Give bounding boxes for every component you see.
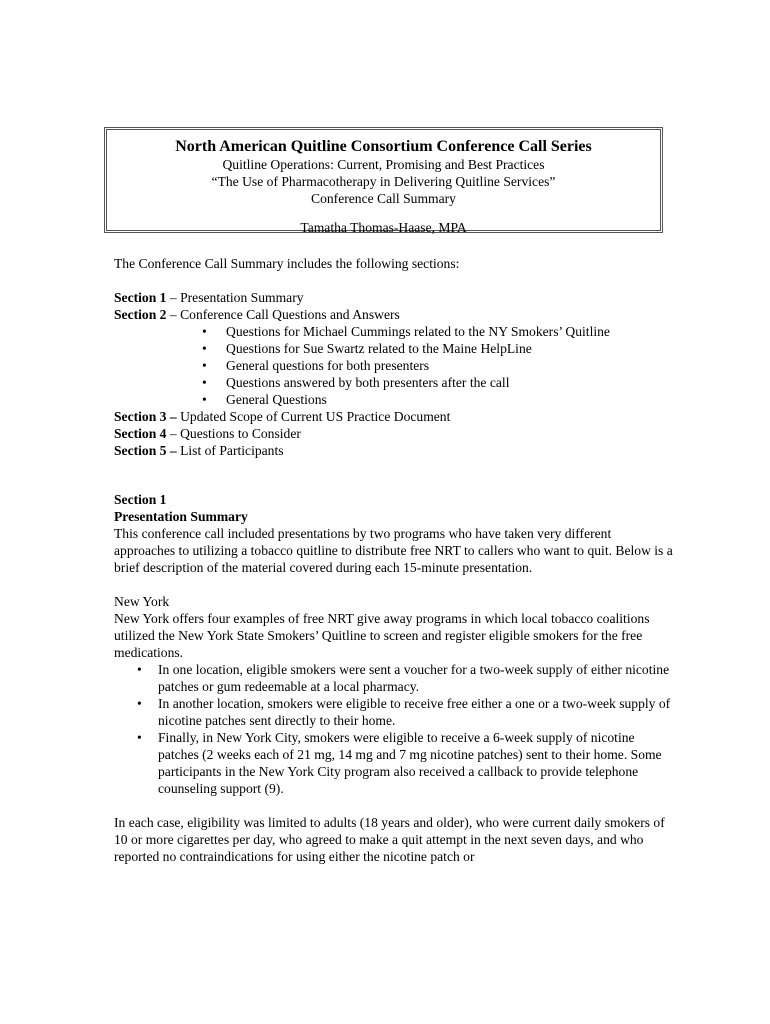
section-title: Questions to Consider bbox=[180, 426, 301, 441]
section-1-paragraph: This conference call included presentations by two programs who have taken very different approaches to utilizing a tobacco quitline to distribute free NRT to callers who want to quit. Below is a brief description of the material covered during each 15-minute presentation. bbox=[114, 526, 673, 575]
intro-text: The Conference Call Summary includes the following sections: bbox=[114, 256, 460, 271]
list-item: • Finally, in New York City, smokers were eligible to receive a 6-week supply of nicotine patches (2 weeks each of 21 mg, 14 mg and 7 mg nicotine patches) sent to their home. Some participants in the New York City program also received a callback to provide telephone counseling support (9). bbox=[134, 729, 674, 797]
list-item: • Questions answered by both presenters after the call bbox=[202, 374, 674, 391]
section-1-heading: Section 1 bbox=[114, 492, 167, 507]
new-york-paragraph: New York offers four examples of free NRT give away programs in which local tobacco coalitions utilized the New York State Smokers’ Quitline to screen and register eligible smokers for the free medications. bbox=[114, 611, 650, 660]
section-title: Updated Scope of Current US Practice Document bbox=[180, 409, 451, 424]
document-title: North American Quitline Consortium Conference Call Series bbox=[175, 138, 592, 155]
section-label: Section 3 – bbox=[114, 409, 177, 424]
section-entry-3 bbox=[114, 408, 674, 425]
list-item: • Questions for Sue Swartz related to the Maine HelpLine bbox=[202, 340, 674, 357]
section-entry-2 bbox=[114, 306, 674, 323]
section-1-subheading: Presentation Summary bbox=[114, 509, 248, 524]
section-entry-5 bbox=[114, 442, 674, 459]
section-entry-4 bbox=[114, 425, 674, 442]
list-item: • Questions for Michael Cummings related to the NY Smokers’ Quitline bbox=[202, 323, 674, 340]
call-topic: “The Use of Pharmacotherapy in Delivering Quitline Services” bbox=[211, 174, 556, 189]
section-title: Conference Call Questions and Answers bbox=[180, 307, 400, 322]
list-item: • General Questions bbox=[202, 391, 674, 408]
section-label: Section 1 bbox=[114, 290, 167, 305]
section-entry-1 bbox=[114, 289, 674, 306]
series-subtitle: Quitline Operations: Current, Promising and Best Practices bbox=[222, 157, 545, 172]
list-item: • General questions for both presenters bbox=[202, 357, 674, 374]
list-item: • In another location, smokers were eligible to receive free either a one or a two-week supply of nicotine patches sent directly to their home. bbox=[134, 695, 674, 729]
section-label: Section 2 bbox=[114, 307, 167, 322]
section-separator: – bbox=[166, 426, 181, 441]
section-title: Presentation Summary bbox=[180, 290, 304, 305]
eligibility-paragraph: In each case, eligibility was limited to adults (18 years and older), who were current daily smokers of 10 or more cigarettes per day, who agreed to make a quit attempt in the next seven days, and who reported no contraindications for using either the nicotine patch or bbox=[114, 815, 665, 864]
section-separator: – bbox=[166, 307, 181, 322]
new-york-programs bbox=[114, 661, 674, 797]
section-title: List of Participants bbox=[180, 443, 284, 458]
title-box bbox=[104, 127, 663, 233]
section-label: Section 5 – bbox=[114, 443, 177, 458]
list-item: • In one location, eligible smokers were sent a voucher for a two-week supply of either nicotine patches or gum redeemable at a local pharmacy. bbox=[134, 661, 674, 695]
section-2-subitems bbox=[114, 323, 674, 408]
section-list bbox=[114, 289, 674, 459]
summary-label: Conference Call Summary bbox=[311, 191, 456, 206]
new-york-heading: New York bbox=[114, 594, 170, 609]
document-body bbox=[114, 255, 674, 865]
section-label: Section 4 bbox=[114, 426, 167, 441]
author-name: Tamatha Thomas-Haase, MPA bbox=[300, 220, 467, 235]
section-separator: – bbox=[166, 290, 181, 305]
